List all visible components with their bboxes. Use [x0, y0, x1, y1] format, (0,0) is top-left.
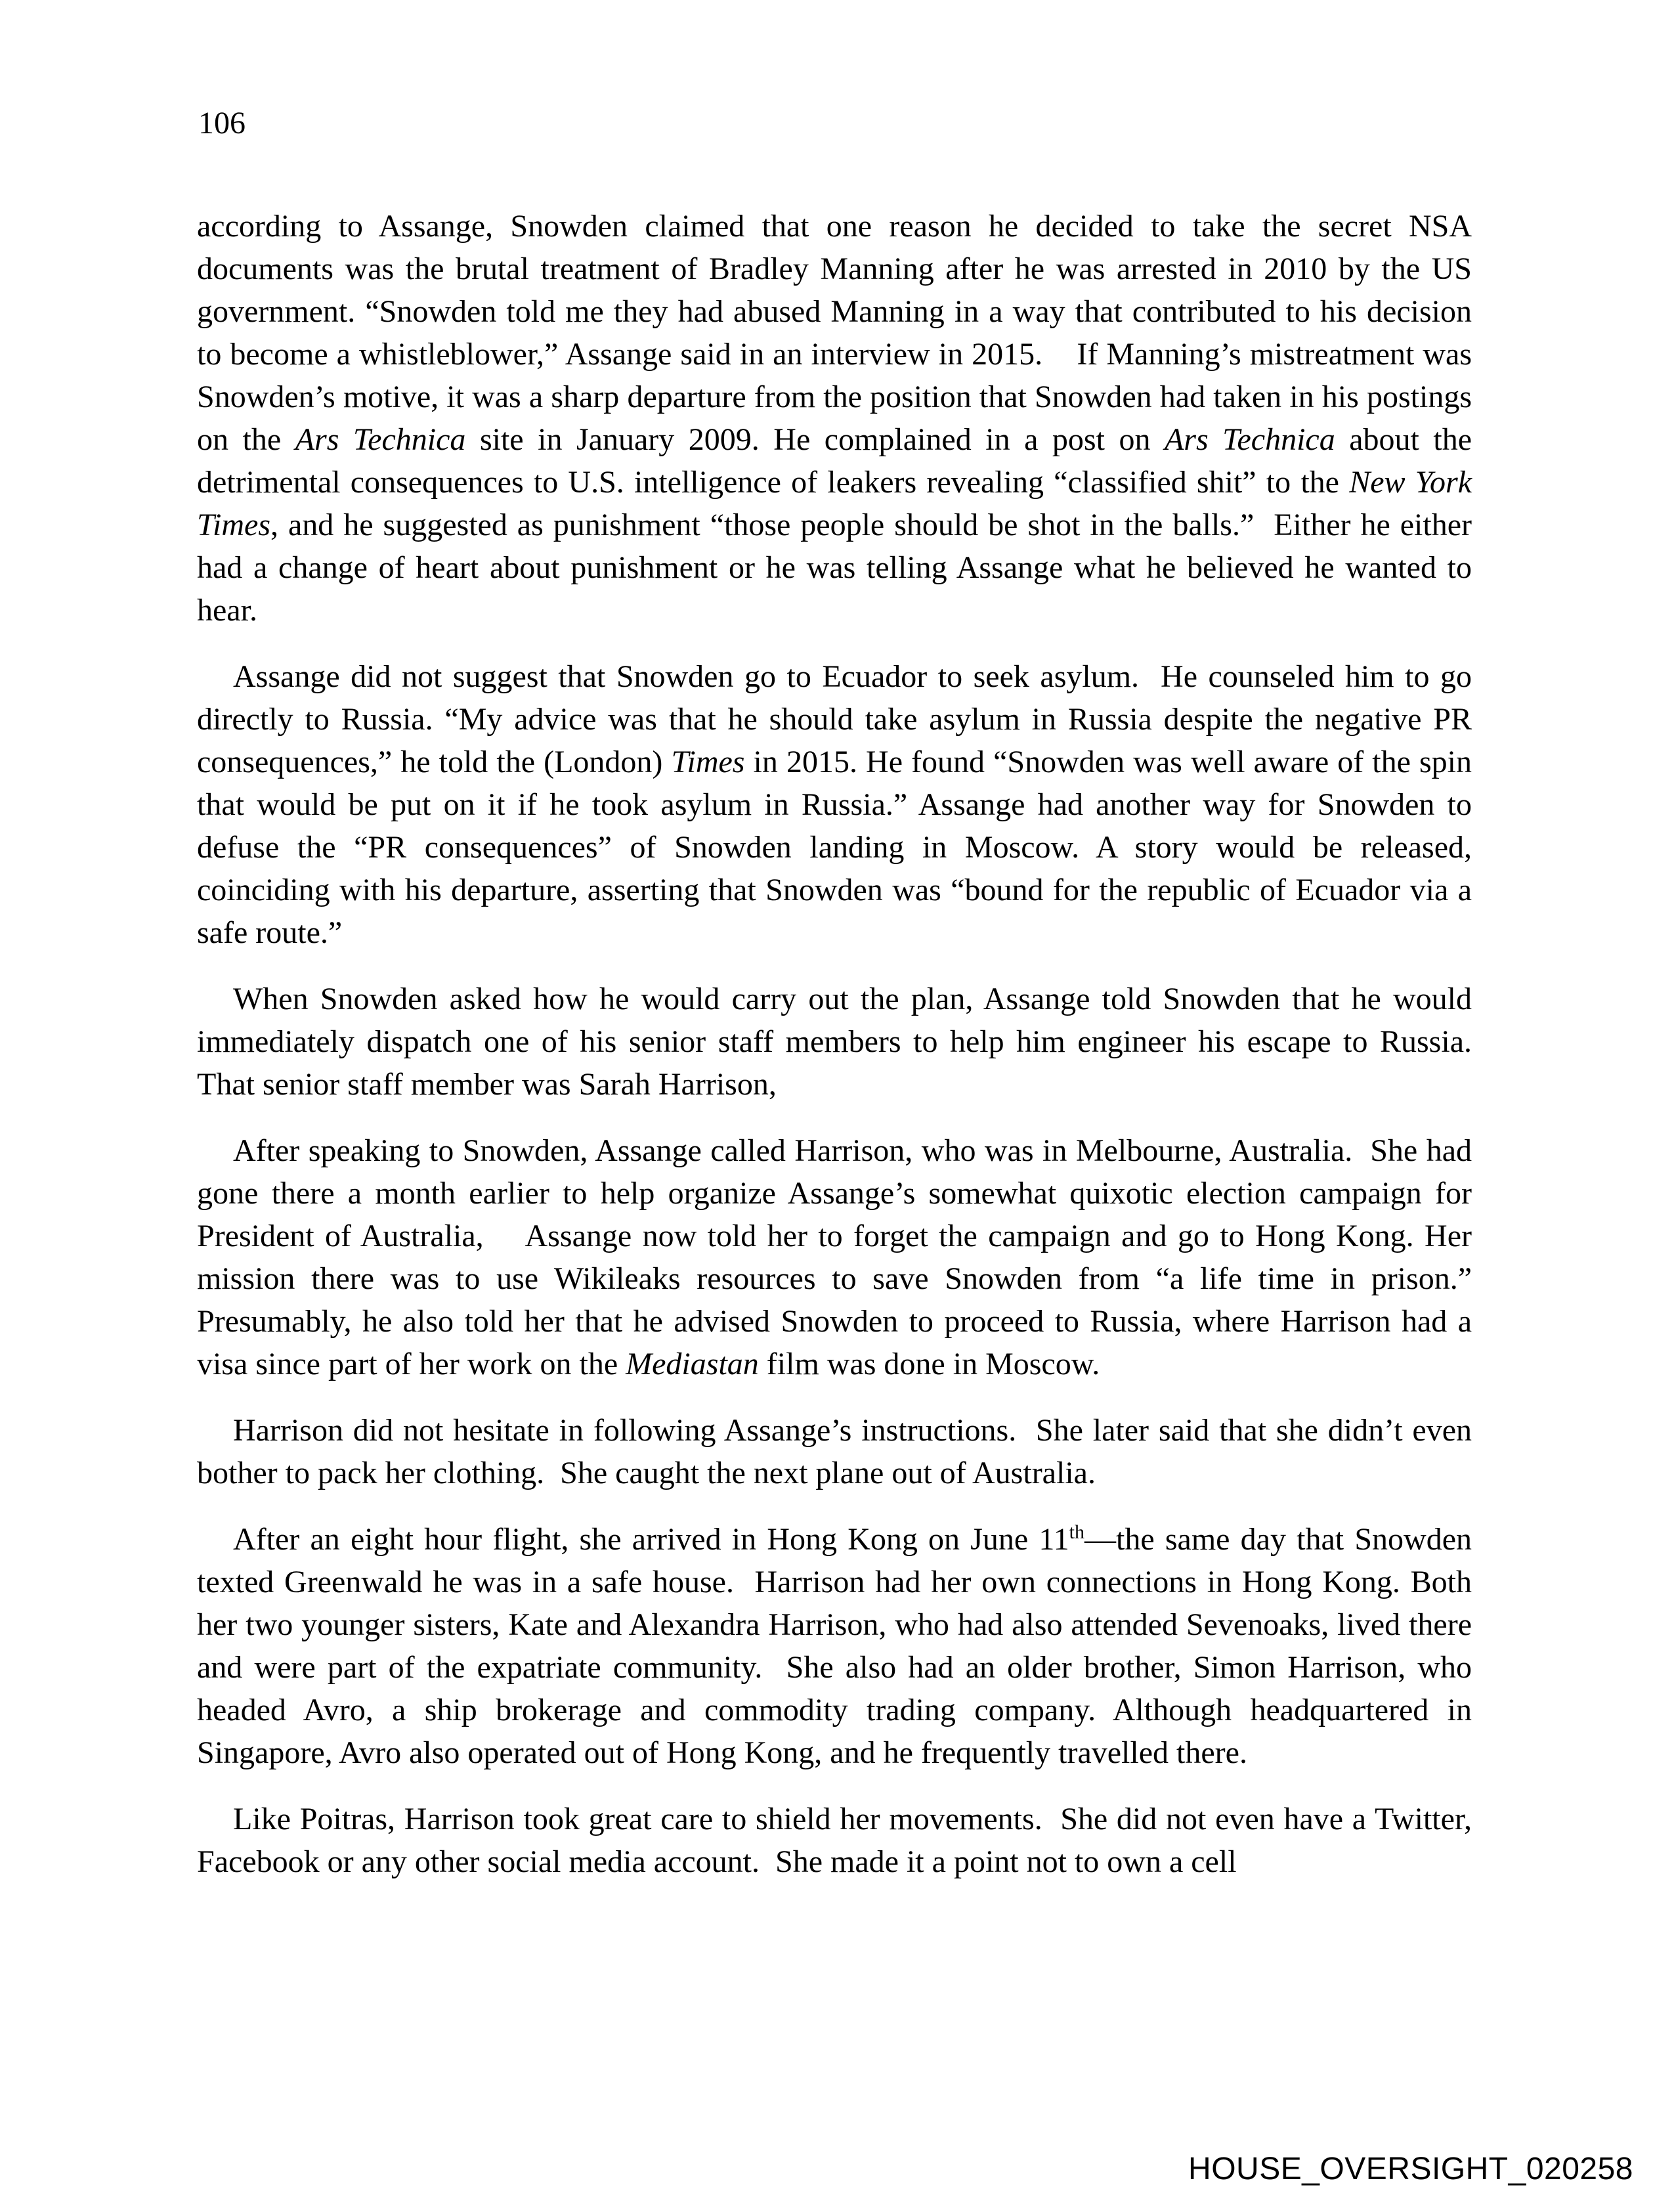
- body-text: Like Poitras, Harrison took great care to shield her movements. She did not even have a Twitter, Facebook or any other social media account. She made it a point not to own a cell: [197, 1802, 1472, 1879]
- italic-text: Ars Technica: [1164, 422, 1335, 457]
- paragraph: [197, 1129, 1472, 1385]
- body-text: When Snowden asked how he would carry out the plan, Assange told Snowden that he would immediately dispatch one of his senior staff members to help him engineer his escape to Russia. That senior staff member was Sarah Harrison,: [197, 982, 1472, 1102]
- paragraph: [197, 1518, 1472, 1774]
- body-text: site in January 2009. He complained in a post on: [465, 422, 1165, 457]
- body-text: about the detrimental consequences to U.S. intelligence of leakers revealing “classified shit” to the: [197, 422, 1472, 500]
- body-text: Harrison did not hesitate in following Assange’s instructions. She later said that she didn’t even bother to pack her clothing. She caught the next plane out of Australia.: [197, 1413, 1472, 1490]
- body-text: in 2015. He found “Snowden was well aware of the spin that would be put on it if he took asylum in Russia.” Assange had another way for Snowden to defuse the “PR consequences” of Snowden landing in Moscow. A story would be released, coinciding with his departure, asserting that Snowden was “bound for the republic of Ecuador via a safe route.”: [197, 745, 1472, 950]
- document-body: [197, 205, 1472, 1883]
- body-text: according to Assange, Snowden claimed that one reason he decided to take the secret NSA documents was the brutal treatment of Bradley Manning after he was arrested in 2010 by the US government. “Snowden told me they had abused Manning in a way that contributed to his decision to become a whistleblower,” Assange said in an interview in 2015. If Manning’s mistreatment was Snowden’s motive, it was a sharp departure from the position that Snowden had taken in his postings on the: [197, 209, 1472, 457]
- body-text: Assange did not suggest that Snowden go to Ecuador to seek asylum. He counseled him to go directly to Russia. “My advice was that he should take asylum in Russia despite the negative PR consequences,” he told the (London): [197, 659, 1472, 779]
- paragraph: [197, 205, 1472, 632]
- body-text: film was done in Moscow.: [758, 1347, 1100, 1381]
- body-text: , and he suggested as punishment “those people should be shot in the balls.” Either he either had a change of heart about punishment or he was telling Assange what he believed he wanted to hear.: [197, 508, 1472, 628]
- paragraph: [197, 1409, 1472, 1494]
- body-text: —the same day that Snowden texted Greenwald he was in a safe house. Harrison had her own connections in Hong Kong. Both her two younger sisters, Kate and Alexandra Harrison, who had also attended Sevenoaks, lived there and were part of the expatriate community. She also had an older brother, Simon Harrison, who headed Avro, a ship brokerage and commodity trading company. Although headquartered in Singapore, Avro also operated out of Hong Kong, and he frequently travelled there.: [197, 1522, 1472, 1770]
- body-text: After an eight hour flight, she arrived in Hong Kong on June 11: [233, 1522, 1069, 1557]
- paragraph: [197, 655, 1472, 954]
- italic-text: Ars Technica: [295, 422, 466, 457]
- page-number: 106: [198, 106, 246, 141]
- paragraph: [197, 1798, 1472, 1883]
- superscript-text: th: [1069, 1521, 1084, 1543]
- body-text: After speaking to Snowden, Assange called Harrison, who was in Melbourne, Australia. She had gone there a month earlier to help organize Assange’s somewhat quixotic election campaign for President of Australia, Assange now told her to forget the campaign and go to Hong Kong. Her mission there was to use Wikileaks resources to save Snowden from “a life time in prison.” Presumably, he also told her that he advised Snowden to proceed to Russia, where Harrison had a visa since part of her work on the: [197, 1133, 1472, 1381]
- italic-text: Mediastan: [626, 1347, 759, 1381]
- paragraph: [197, 978, 1472, 1106]
- italic-text: Times: [671, 745, 745, 779]
- italic-text: New York Times: [197, 465, 1472, 542]
- bates-number: HOUSE_OVERSIGHT_020258: [1188, 2152, 1633, 2186]
